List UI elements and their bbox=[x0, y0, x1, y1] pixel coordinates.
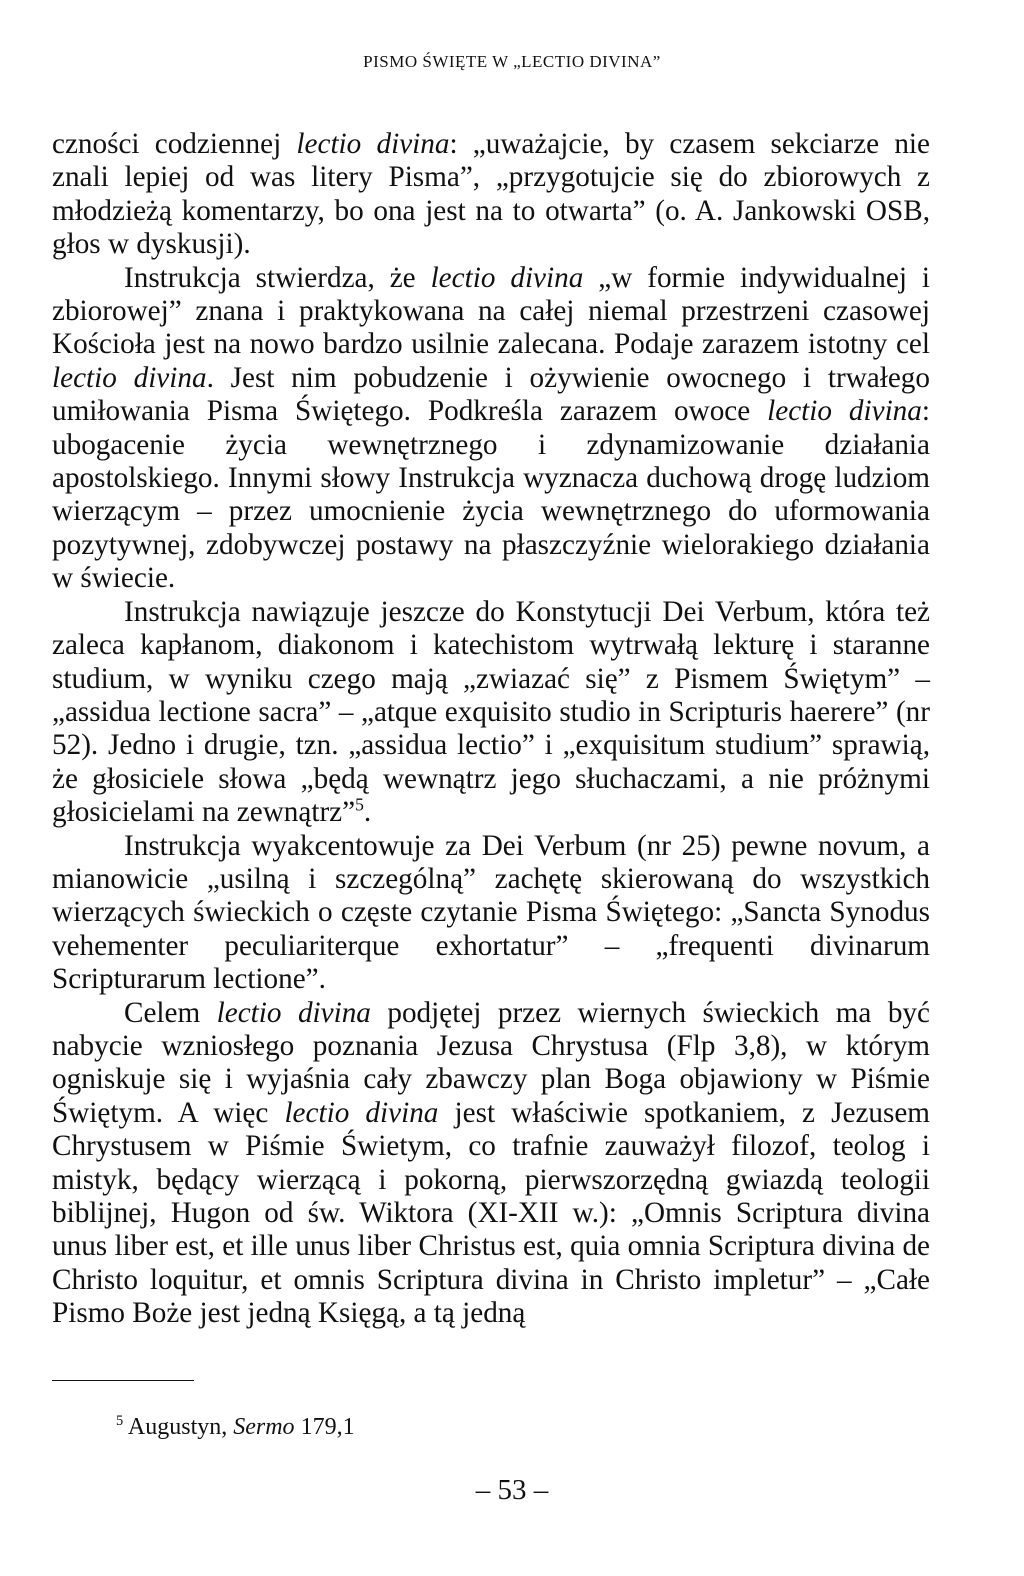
running-head: PISMO ŚWIĘTE W „LECTIO DIVINA” bbox=[363, 52, 661, 71]
page-number: – 53 – bbox=[475, 1474, 549, 1506]
text-run: Instrukcja wyakcentowuje za Dei Verbum (nr 25) pewne novum, a mianowicie „usilną i szczególną” zachętę skierowaną do wszystkich wierzących świeckich o częste czytanie Pisma Świętego: „Sancta Synodus vehementer peculiariterque exhortatur” – „frequenti divinarum Scripturarum lectione”. bbox=[52, 829, 930, 996]
paragraph bbox=[52, 997, 930, 1331]
text-run: . Jest nim pobudzenie i ożywienie owocnego i trwałego umiłowania Pisma Świętego. Podkreśla zarazem owoce bbox=[52, 361, 930, 428]
text-run: Instrukcja nawiązuje jeszcze do Konstytucji Dei Verbum, która też zaleca kapłanom, diakonom i katechistom wytrwałą lekturę i staranne studium, w wyniku czego mają „zwiazać się” z Pismem Świętym” – „assidua lectione sacra” – „atque exquisito studio in Scripturis haerere” (nr 52). Jedno i drugie, tzn. „assidua lectio” i „exquisitum studium” sprawią, że głosiciele słowa „będą wewnątrz jego słuchaczami, a nie próżnymi głosicielami na zewnątrz” bbox=[52, 595, 930, 829]
italic-term: lectio divina bbox=[216, 996, 371, 1029]
text-run: Instrukcja stwierdza, że bbox=[124, 261, 431, 294]
italic-term: lectio divina bbox=[767, 395, 922, 428]
paragraph bbox=[52, 830, 930, 997]
text-run: : „uważajcie, by czasem sekciarze nie znali lepiej od was litery Pisma”, „przygotujcie się do zbiorowych z młodzieżą komentarzy, bo ona jest na to otwarta” (o. A. Jankowski OSB, głos w dyskusji). bbox=[52, 128, 930, 261]
footnote-work: Sermo bbox=[233, 1414, 295, 1440]
footnote-mark: 5 bbox=[116, 1413, 124, 1429]
paragraph bbox=[52, 262, 930, 596]
text-run: jest właściwie spotkaniem, z Jezusem Chrystusem w Piśmie Świetym, co trafnie zauważył filozof, teolog i mistyk, będący wierzącą i pokorną, pierwszorzędną gwiazdą teologii biblijnej, Hugon od św. Wiktora (XI-XII w.): „Omnis Scriptura divina unus liber est, et ille unus liber Christus est, quia omnia Scriptura divina de Christo loquitur, et omnis Scriptura divina in Christo impletur” – „Całe Pismo Boże jest jedną Księgą, a tą jedną bbox=[52, 1096, 931, 1330]
text-run: . bbox=[363, 796, 372, 829]
paragraph bbox=[52, 128, 930, 262]
italic-term: lectio divina bbox=[296, 128, 450, 160]
italic-term: lectio divina bbox=[52, 361, 207, 394]
text-run: czności codziennej bbox=[52, 128, 297, 160]
italic-term: lectio divina bbox=[430, 261, 584, 294]
text-run: : ubogacenie życia wewnętrznego i zdynamizowanie działania apostolskiego. Innymi słowy Instrukcja wyznacza duchową drogę ludziom wierzącym – przez umocnienie życia wewnętrznego do uformowania pozytywnej, zdobywczej postawy na płaszczyźnie wielorakiego działania w świecie. bbox=[52, 395, 930, 595]
text-run: „w formie indywidualnej i zbiorowej” znana i praktykowana na całej niemal przestrzeni czasowej Kościoła jest na nowo bardzo usilnie zalecana. Podaje zarazem istotny cel bbox=[52, 261, 930, 361]
footnote-reference: 5 bbox=[355, 794, 364, 815]
footnote bbox=[116, 1412, 355, 1442]
italic-term: lectio divina bbox=[284, 1096, 439, 1129]
paragraph bbox=[52, 596, 930, 830]
footnote-author: Augustyn, bbox=[127, 1414, 234, 1440]
footnote-separator bbox=[52, 1380, 194, 1381]
footnote-ref: 179,1 bbox=[294, 1414, 355, 1440]
text-run: podjętej przez wiernych świeckich ma być nabycie wzniosłego poznania Jezusa Chrystusa (Flp 3,8), w którym ogniskuje się i wyjaśnia cały zbawczy plan Boga objawiony w Piśmie Świętym. A więc bbox=[52, 996, 930, 1129]
body-text bbox=[52, 128, 930, 1331]
text-run: Celem bbox=[124, 996, 217, 1029]
